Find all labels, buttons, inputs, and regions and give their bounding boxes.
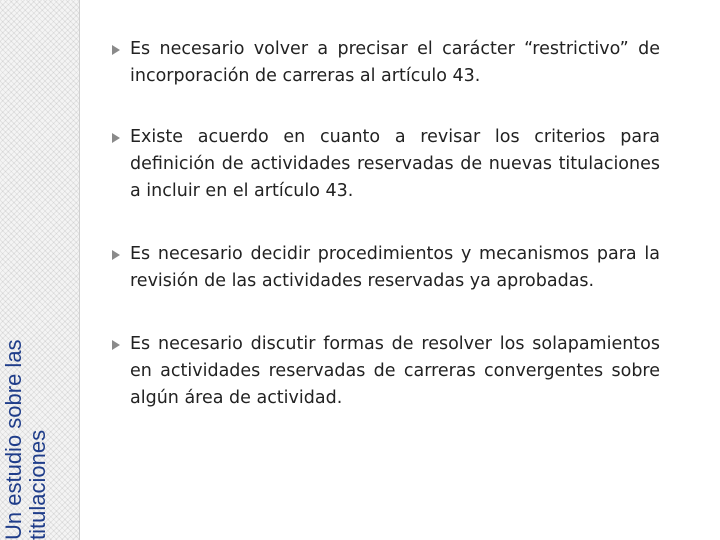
bullet-item: [108, 331, 660, 412]
bullet-item: [108, 241, 660, 295]
triangle-bullet-icon: [112, 250, 120, 260]
bullet-text: Es necesario volver a precisar el carácter “restrictivo” de incorporación de carreras al artículo 43.: [130, 39, 660, 86]
bullet-text: Es necesario discutir formas de resolver los solapamientos en actividades reservadas de carreras convergentes sobre algún área de actividad.: [130, 334, 660, 408]
triangle-bullet-icon: [112, 45, 120, 55]
bullet-item: [108, 124, 660, 205]
triangle-bullet-icon: [112, 133, 120, 143]
sidebar-panel: [0, 0, 80, 540]
sidebar-title: Un estudio sobre las titulaciones: [1, 339, 50, 540]
bullet-item: [108, 36, 660, 90]
triangle-bullet-icon: [112, 340, 120, 350]
bullet-text: Existe acuerdo en cuanto a revisar los criterios para definición de actividades reservadas de nuevas titulaciones a incluir en el artículo 43.: [130, 127, 660, 201]
bullet-list: [108, 36, 660, 446]
bullet-text: Es necesario decidir procedimientos y mecanismos para la revisión de las actividades reservadas ya aprobadas.: [130, 244, 660, 291]
